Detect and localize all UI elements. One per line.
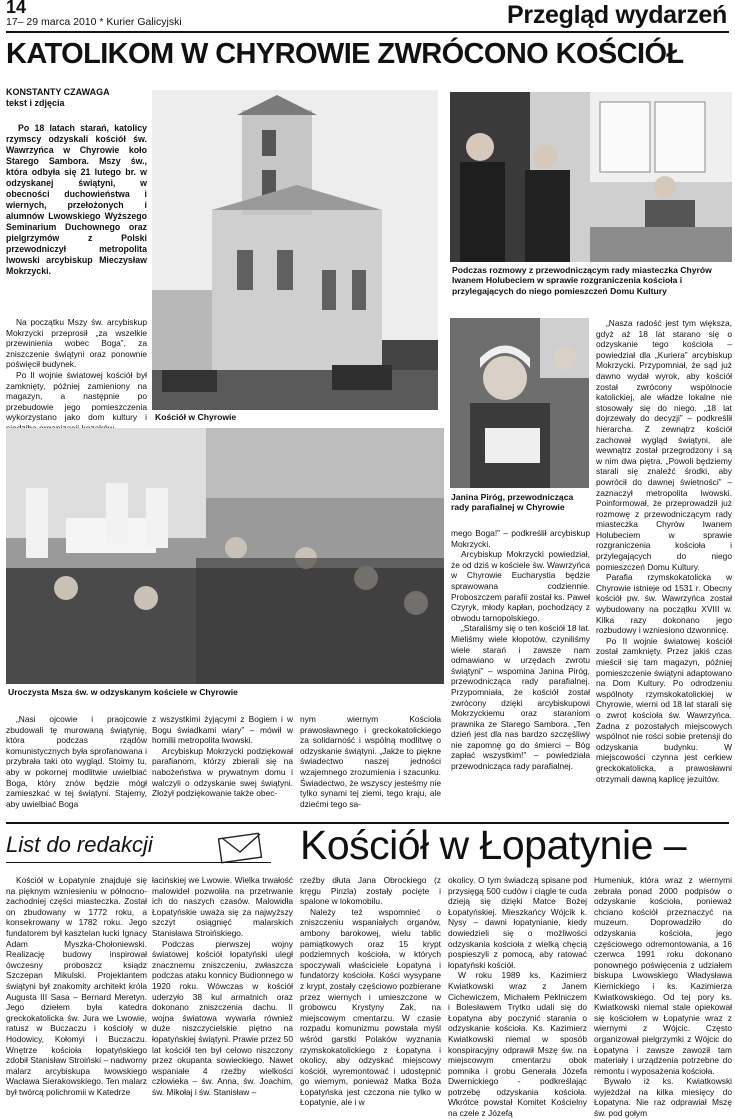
church-illustration [152,90,438,410]
header-rule [6,31,729,33]
letters-col2 [152,875,293,1097]
letters-label: List do redakcji [6,832,153,857]
letters-col3 [300,875,441,1108]
article-col1 [6,317,147,434]
portrait-illustration [450,318,589,488]
article-col-mid [451,528,590,772]
byline-sub: tekst i zdjęcia [6,98,65,108]
paragraph: rzeźby dłuta Jana Obrockiego (z kręgu Pinzla) zostały pocięte i spalone w lokomobilu. [300,875,441,907]
letters-headline: Kościół w Łopatynie – [300,822,687,868]
section-title: Przegląd wydarzeń [507,1,727,29]
byline: KONSTANTY CZAWAGA [6,87,110,97]
paragraph: Humeniuk, która wraz z wiernymi zebrała ponad 2000 podpisów o odzyskanie kościoła, ponieważ chciano kościół przeznaczyć na muzeum. Doprowadziło do odzyskania kościoła, jego częściowego odremontowania, a 16 czerwca 1991 roku dokonano ponownego poświęcenia z udziałem biskupa Lwowskiego Władysława Kiernickiego i ks. Kazimierza Kwiatkowskiego. Od tej pory ks. Kwiatkowski niemal stale opiekował się kościołem w Łopatynie wraz z wiernymi z Wójcic. Często organizował pielgrzymki z Wójcic do Łopatyna i zawsze zawoził tam materiały i urządzenia potrzebne do remontu i wyposażenia kościoła. [594,875,732,1076]
article-bottom-col2 [152,714,293,799]
paragraph: „Nasza radość jest tym większa, gdyż aż 18 lat starano się o odzyskanie tego kościoła – powiedział dla „Kuriera” arcybiskup Mokrzycki. Przypomniał, że sąd już dawno wydał wyrok, aby kościół został zwrócony wspólnocie katolickiej, ale władze lokalne nie stosowały się do niego. „18 lat dojrzewały do decyzji” – podkreślił hierarcha. Z zewnątrz kościół zachował wygląd świątyni, ale wewnątrz został przegrodzony i są w nim dwa piętra. „Powoli będziemy starali się znaleźć środki, aby powrócił do dawnej świetności” – zaznaczył metropolita lwowski. Poinformował, że przeprowadził już rozmowę z przewodniczącym rady miasteczka Chyrów Iwanem Holubeciem w sprawie rozgraniczenia kościoła i przylegających do niego pomieszczeń Domu Kultury. [596,318,732,572]
paragraph: Podczas pierwszej wojny światowej kościół łopatyński uległ znacznemu zniszczeniu, zwłaszcza podczas ataku konnicy Budionnego w 1920 roku. Wówczas w kościół uderzyło 38 kul armatnich oraz dokonano zniszczenia dachu. II wojna światowa wywarła również duże niszczycielskie piętno na łopatyńskiej świątyni. Prawie przez 50 lat kościół ten był celowo niszczony przez okupanta sowieckiego. Nawet wspaniałe 4 rzeźby wielkości człowieka – św. Anna, św. Joachim, św. Mikołaj i św. Stanisław – [152,938,293,1097]
photo2-caption: Podczas rozmowy z przewodniczącym rady miasteczka Chyrów Iwanem Holubeciem w sprawie rozgraniczenia kościoła i przylegających do niego pomieszczeń Domu Kultury [452,265,712,296]
article-bottom-col3 [300,714,441,809]
paragraph: Parafia rzymskokatolicka w Chyrowie istnieje od 1531 r. Obecny kościół pw. św. Wawrzyńca został wybudowany na początku XVIII w. Kilka razy dokonano jego rozbudowy i wzniesiono dzwonnicę. [596,572,732,636]
paragraph: Po II wojnie światowej kościół był zamknięty, później zamieniony na magazyn, a następnie po przebudowie jego pomieszczenia wykorzystano jako dom kultury i [6,369,147,423]
article-lead: Po 18 latach starań, katolicy rzymscy odzyskali kościół św. Wawrzyńca w Chyrowie koło Starego Sambora. Mszy św., która odbyła się 21 lutego br. w odzyskanej świątyni, w obecności duchowieństwa i wiernych, przełożonych i alumnów Lwowskiego Wyższego Seminarium Duchownego oraz pielgrzymów z Polski przewodniczył metropolita lwowski arcybiskup Mieczysław Mokrzycki. [6,123,147,276]
paragraph: Arcybiskup Mokrzycki powiedział, że od dziś w kościele św. Wawrzyńca w Chyrowie Eucharystia będzie sprawowana codziennie. Proboszczem parafii został ks. Paweł Czyryk, młody kapłan, pochodzący z obwodu tarnopolskiego. [451,549,590,623]
letters-col1 [6,875,147,1097]
paragraph: Bywało iż ks. Kwiatkowski wyjeżdżał na kilka miesięcy do Łopatyna. Nie raz odprawiał Mszę św. pod gołym [594,1076,732,1119]
paragraph: Po II wojnie światowej kościół został zamknięty. Przez jakiś czas mieścił się tam magazyn, później pomieszczenie świątyni adaptowano na Dom Kultury. Po odrodzeniu wspólnoty rzymskokatolickiej w Chyrowie, wierni od 18 lat starali się o zwrot kościoła św. Wawrzyńca. Żadna z pozostałych miejscowych wspólnot nie rości sobie pretensji do odzyskania budynku. W miejscowości czynna jest cerkiew greckokatolicka, a prawosławni otrzymali dawną kaplicę jezuitów. [596,635,732,784]
issue-date: 17– 29 marca 2010 * Kurier Galicyjski [6,16,182,28]
meeting-photo [450,92,732,262]
paragraph: Kościół w Łopatynie znajduje się na pięknym wzniesieniu w północno-zachodniej części miasteczka. Został on zbudowany w 1772 roku, a konsekrowany w 1782 roku. Jego fundatorem był kasztelan łucki Ignacy Adam Myszka-Chołoniewski. Realizację budowy inspirował ówczesny proboszcz ksiądz Szczepan Mikulski. Projektantem świątyni był znakomity architekt króla Augusta III Sasa – Bernard Meretyn. Jego dziełem była katedra greckokatolicka św. Jura we Lwowie, ratusz w Buczaczu i kościoły w Hodowicy, Kołomyi i Buczaczu. Wnętrze kościoła łopatyńskiego zdobił Stanisław Stroiński – nadworny malarz arcybiskupa lwowskiego Wacława Sierakowskiego. Ten malarz był twórcą polichromii w Katedrze [6,875,147,1097]
paragraph: nym wiernym Kościoła prawosławnego i greckokatolickiego za solidarność i wspólną modlitwę o odzyskanie świątyni. „Jakże to piękne świadectwo naszej jedności wzajemnego zrozumienia i szacunku. Świadectwo, że wszyscy jesteśmy nie tylko synami tej ziemi, tego kraju, ale dziećmi tego sa- [300,714,441,809]
paragraph: Arcybiskup Mokrzycki podziękował parafianom, którzy zbierali się na nabożeństwa w prywatnym domu i walczyli o odzyskanie swej świątyni. Złożył podziękowanie także obec- [152,745,293,799]
church-photo [152,90,438,410]
envelope-icon [218,830,264,869]
article-headline: KATOLIKOM W CHYROWIE ZWRÓCONO KOŚCIÓŁ [6,38,684,70]
article-bottom-col1 [6,714,147,809]
letters-label-rule [6,862,271,863]
photo3-caption: Janina Piróg, przewodnicząca rady parafialnej w Chyrowie [451,492,574,513]
paragraph: „Staraliśmy się o ten kościół 18 lat. Mieliśmy wiele kłopotów, czyniliśmy wiele starań i zawsze nam odmawiano w urzędach zwrotu świątyni” – wspomina Janina Piróg, przewodnicząca rady parafialnej. Przypomniała, że kościół został zwrócony dzięki arcybiskupowi Mokrzyckiemu oraz staraniom prawnika ze Starego Sambora. „Ten dzień jest dla nas bardzo szczęśliwy nie zapomnę go do śmierci – Bóg zapłać wszystkim!” – powiedziała przewodnicząca rady parafialnej. [451,623,590,772]
paragraph: łacińskiej we Lwowie. Wielka trwałość malowideł pozwoliła na przetrwanie ich do naszych czasów. Malowidła Łopatyńskie uważa się za najwyższy szczyt osiągnięć malarskich Stanisława Stroińskiego. [152,875,293,938]
janina-photo [450,318,589,488]
page-number: 14 [6,0,27,17]
photo1-caption: Kościół w Chyrowie [155,412,237,422]
meeting-illustration [450,92,732,262]
paragraph: Na początku Mszy św. arcybiskup Mokrzycki przeprosił „za wszelkie przewinienia wobec Boga”, za zniszczenie świątyni oraz ponownie poświęcił budynek. [6,317,147,370]
photo4-caption: Uroczysta Msza św. w odzyskanym kościele w Chyrowie [8,687,238,697]
letters-col4 [448,875,587,1119]
paragraph: okolicy. O tym świadczą spisane pod przysięgą 500 cudów i ciągle te cuda dzieją się dzięki Matce Bożej Łopatyńskiej. Mieszkańcy Wójcik k. Nysy – dawni łopatynianie, kiedy dowiedzieli się o możliwości odzyskania kościoła z wielką chęcią pospieszyli z pomocą, aby ratować łopatyński kościół. [448,875,587,970]
mass-photo [6,428,444,684]
paragraph: Należy też wspomnieć o zniszczeniu wspaniałych organów, ambony barokowej, wielu tablic pamiątkowych oraz 15 krypt podziemnych kościoła, w których spoczywali właściciele Łopatyna i fundatorzy kościoła. Kości wysypane z krypt, zostały częściowo pozbierane przez wiernych i umieszczone w grobowcu Krystyny Żak, na miejscowym cmentarzu. W czasie rozpadu komunizmu powstała myśl wśród garstki Polaków wyznania rzymskokatolickiego z Łopatyna i okolicy, aby odzyskać miejscowy kościół, wyremontować i udostępnić go wiernym, ponieważ Matka Boża Łopatyńska jest czczona nie tylko w Łopatynie, ale i w [300,906,441,1108]
paragraph: mego Boga!” – podkreślił arcybiskup Mokrzycki. [451,528,590,549]
paragraph: „Nasi ojcowie i praojcowie zbudowali tę murowaną świątynię, która podczas rządów komunistycznych była sprofanowana i przybrała taki oto wygląd. Stoimy tu, aby w pokornej modlitwie uwielbiać Boga, który znów będzie mógł zamieszkać w tej świątyni. Stajemy, aby uwielbiać Boga [6,714,147,809]
article-col-right [596,318,732,784]
paragraph: W roku 1989 ks. Kazimierz Kwiatkowski wraz z Janem Cichewiczem, Michałem Peklniczem i Bolesławem Trytko udali się do Łopatyna aby poczynić starania o odzyskanie kościoła. Ks. Kazimierz Kwiatkowski niemal w sposób konspiracyjny odprawił Mszę św. na miejscowym cmentarzu obok pomnika i grobu Generała Józefa Dwernickiego - podkreślając potrzebę odzyskania kościoła. Wkrótce powstał Komitet Kościelny na czele z Józefą [448,970,587,1119]
letters-col5 [594,875,732,1119]
paragraph: z wszystkimi żyjącymi z Bogiem i w Bogu świadkami wiary” – mówił w homilii metropolita lwowski. [152,714,293,746]
mass-illustration [6,428,444,684]
